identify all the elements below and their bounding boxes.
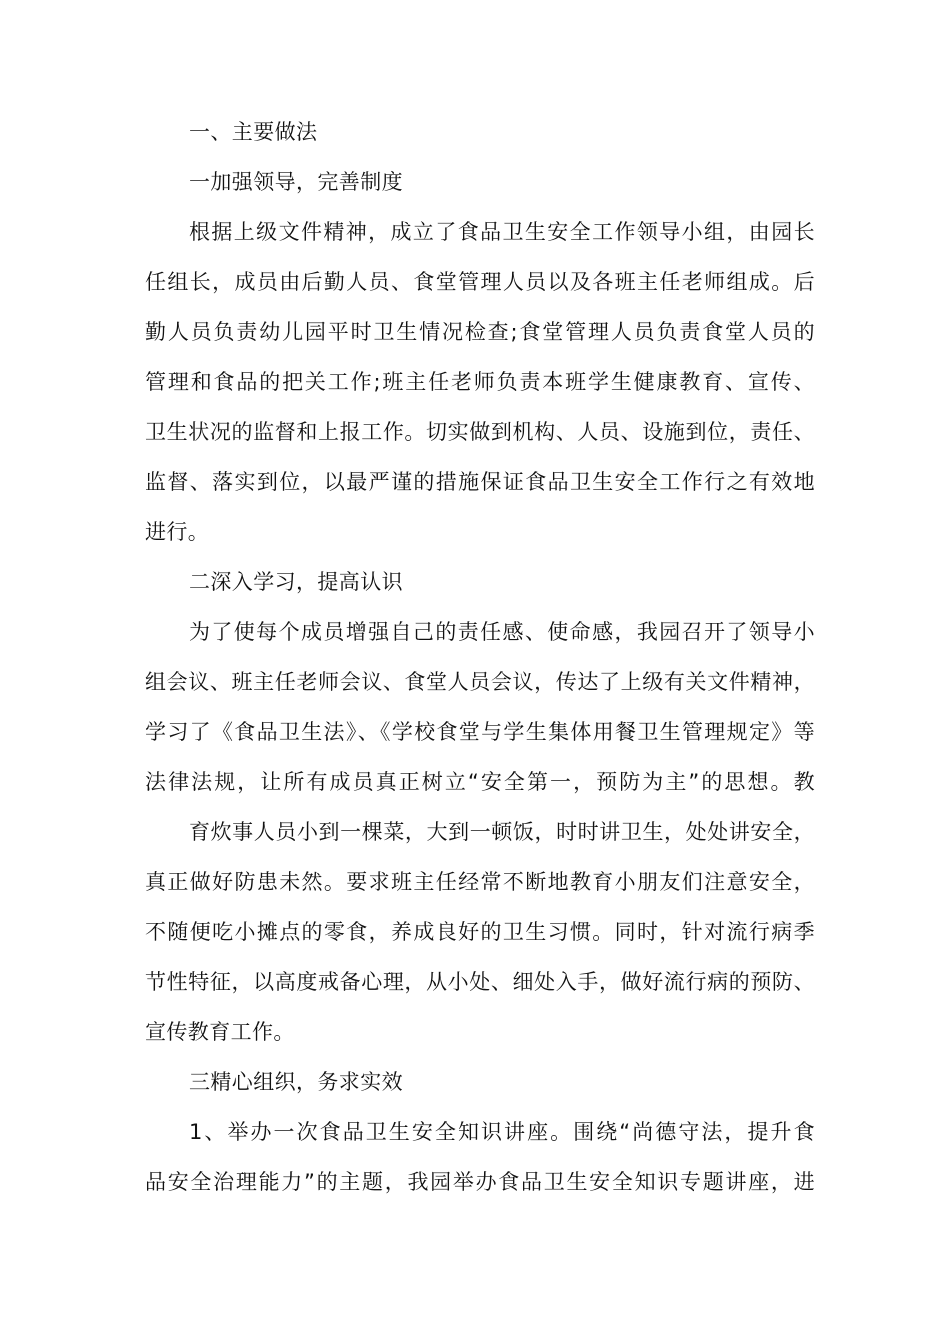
paragraph-line: 任组长，成员由后勤人员、食堂管理人员以及各班主任老师组成。后 [145,270,815,294]
subheading-leadership: 一加强领导，完善制度 [189,170,403,194]
paragraph-line: 根据上级文件精神，成立了食品卫生安全工作领导小组，由园长 [189,220,815,244]
paragraph-line: 组会议、班主任老师会议、食堂人员会议，传达了上级有关文件精神， [145,670,815,694]
paragraph-line: 勤人员负责幼儿园平时卫生情况检查;食堂管理人员负责食堂人员的 [145,320,815,344]
paragraph-line: 学习了《食品卫生法》、《学校食堂与学生集体用餐卫生管理规定》等 [145,720,815,744]
subheading-organize: 三精心组织，务求实效 [189,1070,403,1094]
paragraph-line: 不随便吃小摊点的零食，养成良好的卫生习惯。同时，针对流行病季 [145,920,815,944]
paragraph-line: 法律法规，让所有成员真正树立“安全第一，预防为主”的思想。教 [145,770,815,794]
paragraph-line: 为了使每个成员增强自己的责任感、使命感，我园召开了领导小 [189,620,815,644]
paragraph-line: 育炊事人员小到一棵菜，大到一顿饭，时时讲卫生，处处讲安全， [189,820,815,844]
paragraph-line: 进行。 [145,520,210,544]
paragraph-line: 真正做好防患未然。要求班主任经常不断地教育小朋友们注意安全， [145,870,815,894]
subheading-study: 二深入学习，提高认识 [189,570,403,594]
paragraph-line: 宣传教育工作。 [145,1020,295,1044]
paragraph-line: 监督、落实到位，以最严谨的措施保证食品卫生安全工作行之有效地 [145,470,815,494]
paragraph-line: 管理和食品的把关工作;班主任老师负责本班学生健康教育、宣传、 [145,370,815,394]
paragraph-line: 1、举办一次食品卫生安全知识讲座。围绕“尚德守法，提升食 [189,1120,815,1144]
paragraph-line: 节性特征，以高度戒备心理，从小处、细处入手，做好流行病的预防、 [145,970,815,994]
paragraph-line: 品安全治理能力”的主题，我园举办食品卫生安全知识专题讲座，进 [145,1170,815,1194]
heading-main-practices: 一、主要做法 [189,120,318,144]
paragraph-line: 卫生状况的监督和上报工作。切实做到机构、人员、设施到位，责任、 [145,420,815,444]
